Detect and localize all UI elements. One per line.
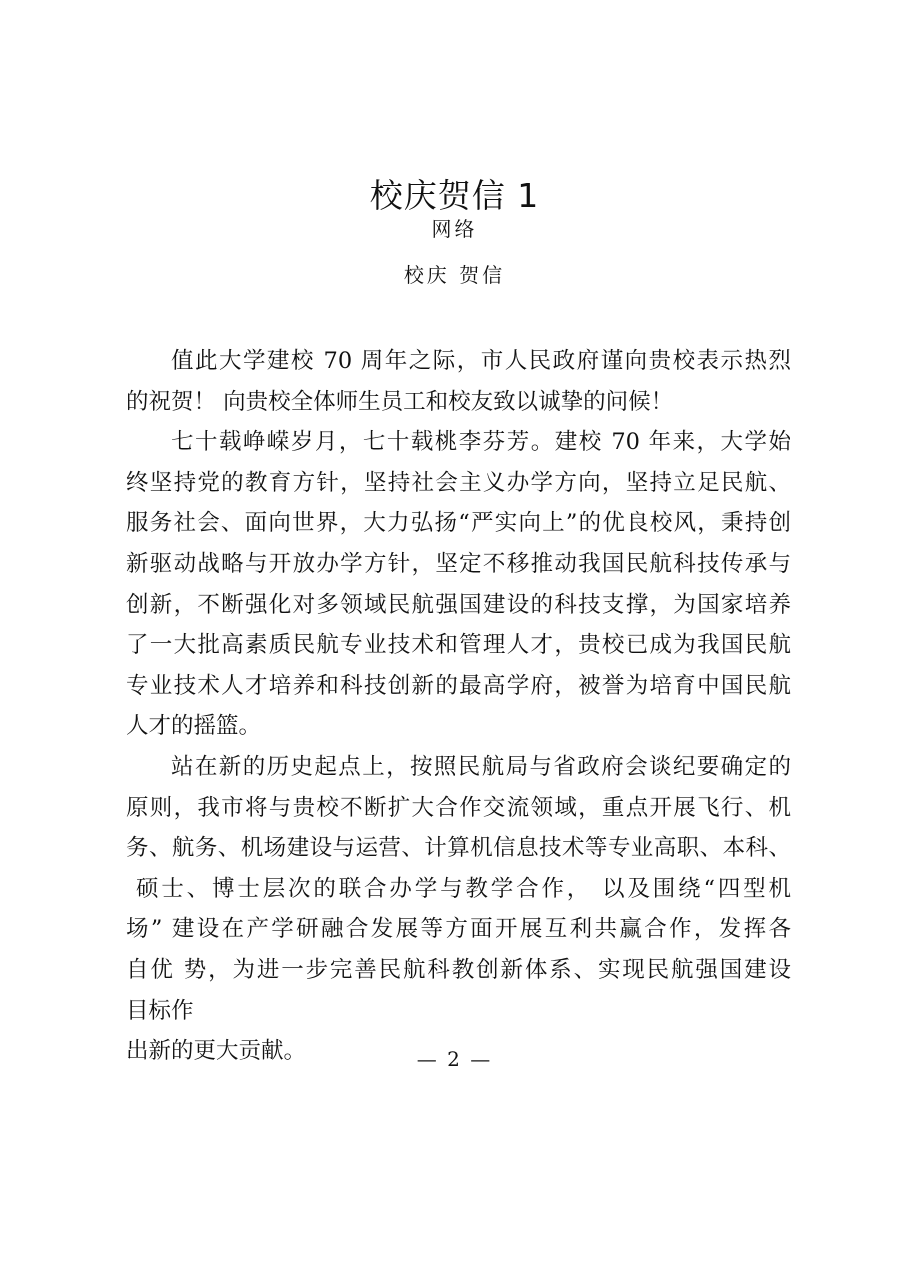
letter-body [126, 341, 791, 1072]
body-line: 务、航务、机场建设与运营、计算机信息技术等专业高职、本科、 [126, 835, 791, 862]
body-line: 终坚持党的教育方针，坚持社会主义办学方向，坚持立足民航、 [126, 469, 791, 496]
document-title: 校庆贺信 1 [369, 176, 540, 215]
document-keywords: 校庆 贺信 [403, 263, 506, 287]
document-source: 网络 [431, 217, 478, 241]
body-line: 目标作 [126, 997, 194, 1024]
body-line: 的祝贺！ 向贵校全体师生员工和校友致以诚挚的问候！ [126, 388, 674, 415]
body-line: 站在新的历史起点上，按照民航局与省政府会谈纪要确定的 [171, 753, 791, 780]
body-line: 原则，我市将与贵校不断扩大合作交流领域，重点开展飞行、机 [126, 794, 791, 821]
body-line: 创新，不断强化对多领域民航强国建设的科技支撑，为国家培养 [126, 591, 791, 618]
page-number: — 2 — [416, 1047, 493, 1071]
body-line: 了一大批高素质民航专业技术和管理人才，贵校已成为我国民航 [126, 632, 791, 659]
body-line: 场” 建设在产学研融合发展等方面开展互利共赢合作，发挥各 [126, 916, 791, 943]
body-line: 专业技术人才培养和科技创新的最高学府，被誉为培育中国民航 [126, 672, 791, 699]
body-line: 七十载峥嵘岁月，七十载桃李芬芳。建校 70 年来，大学始 [171, 429, 791, 456]
body-line: 人才的摇篮。 [126, 713, 262, 740]
body-line: 硕士、博士层次的联合办学与教学合作， 以及围绕“四型机 [136, 875, 791, 902]
body-line: 出新的更大贡献。 [126, 1038, 307, 1065]
body-line: 新驱动战略与开放办学方针，坚定不移推动我国民航科技传承与 [126, 550, 791, 577]
body-line: 自优 势，为进一步完善民航科教创新体系、实现民航强国建设 [126, 956, 791, 983]
body-line: 服务社会、面向世界，大力弘扬“严实向上”的优良校风，秉持创 [126, 510, 791, 537]
body-line: 值此大学建校 70 周年之际，市人民政府谨向贵校表示热烈 [171, 348, 791, 374]
